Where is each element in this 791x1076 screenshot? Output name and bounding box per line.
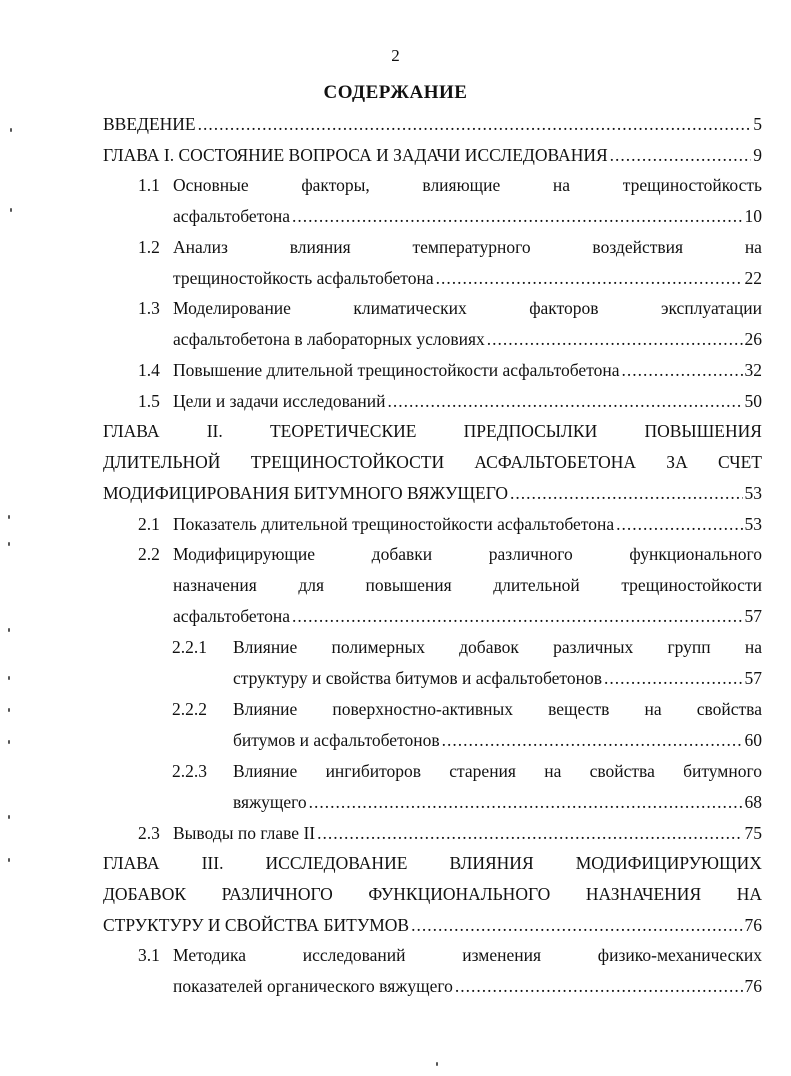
entry-word: ингибиторов	[325, 761, 422, 781]
entry-line	[233, 637, 762, 657]
section-number: 1.4	[138, 360, 160, 380]
entry-word: II.	[206, 421, 223, 441]
entry-word: на	[644, 699, 662, 719]
entry-word: свойства	[589, 761, 655, 781]
entry-word: полимерных	[331, 637, 425, 657]
entry-word: для	[298, 575, 325, 595]
entry-word: на	[744, 237, 762, 257]
leader-dots	[622, 360, 743, 380]
toc-entry[interactable]	[0, 761, 791, 823]
entry-word: влияющие	[422, 175, 501, 195]
scan-speck	[8, 858, 10, 862]
entry-title-text: Повышение длительной трещиностойкости асфальтобетона	[173, 360, 620, 380]
entry-word: исследований	[302, 945, 406, 965]
entry-line	[173, 237, 762, 257]
entry-word: НАЗНАЧЕНИЯ	[585, 884, 702, 904]
section-number: 2.2.1	[172, 637, 207, 657]
page-ref: 76	[744, 976, 762, 996]
entry-word: СЧЕТ	[717, 452, 762, 472]
entry-line	[173, 575, 762, 595]
entry-word: ПОВЫШЕНИЯ	[644, 421, 762, 441]
section-number: 3.1	[138, 945, 160, 965]
leader-dots	[455, 976, 743, 996]
entry-title-text: показателей органического вяжущего	[173, 976, 453, 996]
entry-last-line	[103, 145, 762, 165]
entry-last-line	[103, 483, 762, 503]
entry-word: воздействия	[592, 237, 684, 257]
entry-word: ТРЕЩИНОСТОЙКОСТИ	[250, 452, 445, 472]
entry-line	[103, 884, 762, 904]
entry-word: III.	[201, 853, 224, 873]
entry-word: добавок	[459, 637, 519, 657]
entry-last-line	[233, 792, 762, 812]
toc-entry[interactable]	[0, 114, 791, 145]
entry-title-text: Показатель длительной трещиностойкости асфальтобетона	[173, 514, 615, 534]
entry-title-text: асфальтобетона	[173, 606, 290, 626]
page-ref: 75	[744, 823, 762, 843]
entry-word: различного	[488, 544, 573, 564]
toc-entry[interactable]	[0, 823, 791, 854]
entry-title-text: СТРУКТУРУ И СВОЙСТВА БИТУМОВ	[103, 915, 410, 935]
leader-dots	[604, 668, 743, 688]
entry-line	[173, 945, 762, 965]
entry-word: климатических	[353, 298, 467, 318]
entry-word: Анализ	[173, 237, 228, 257]
scan-speck	[8, 515, 10, 519]
entry-title-text: асфальтобетона в лабораторных условиях	[173, 329, 485, 349]
entry-word: ТЕОРЕТИЧЕСКИЕ	[269, 421, 417, 441]
entry-last-line	[173, 329, 762, 349]
leader-dots	[610, 145, 752, 165]
entry-word: изменения	[462, 945, 542, 965]
page-ref: 9	[753, 145, 762, 165]
section-number: 2.1	[138, 514, 160, 534]
entry-word: Влияние	[233, 761, 298, 781]
section-number: 2.2.2	[172, 699, 207, 719]
entry-word: назначения	[173, 575, 257, 595]
entry-word: добавки	[371, 544, 433, 564]
entry-line	[103, 421, 762, 441]
entry-word: факторов	[529, 298, 599, 318]
entry-word: ДЛИТЕЛЬНОЙ	[103, 452, 221, 472]
leader-dots	[292, 206, 743, 226]
entry-last-line	[233, 730, 762, 750]
entry-line	[173, 298, 762, 318]
leader-dots	[616, 514, 742, 534]
toc-entry[interactable]	[0, 514, 791, 545]
page-ref: 5	[753, 114, 762, 134]
entry-word: Методика	[173, 945, 247, 965]
page-ref: 22	[744, 268, 762, 288]
page-ref: 26	[744, 329, 762, 349]
page-number: 2	[391, 46, 400, 65]
toc-title: СОДЕРЖАНИЕ	[323, 82, 468, 103]
entry-word: ИССЛЕДОВАНИЕ	[265, 853, 408, 873]
entry-line	[103, 452, 762, 472]
toc-entry[interactable]	[0, 421, 791, 514]
entry-word: ГЛАВА	[103, 853, 160, 873]
entry-line	[233, 699, 762, 719]
entry-last-line	[173, 391, 762, 411]
page-ref: 68	[744, 792, 762, 812]
toc-entry[interactable]	[0, 544, 791, 637]
entry-word: ФУНКЦИОНАЛЬНОГО	[368, 884, 551, 904]
entry-last-line	[103, 915, 762, 935]
entry-word: влияния	[289, 237, 351, 257]
entry-last-line	[173, 976, 762, 996]
entry-title-text: битумов и асфальтобетонов	[233, 730, 440, 750]
entry-title-text: Выводы по главе II	[173, 823, 316, 843]
entry-word: физико-механических	[597, 945, 762, 965]
scan-speck	[10, 208, 12, 212]
entry-last-line	[103, 114, 762, 134]
scan-speck	[8, 740, 10, 744]
entry-line	[173, 544, 762, 564]
page-ref: 50	[744, 391, 762, 411]
entry-title-text: МОДИФИЦИРОВАНИЯ БИТУМНОГО ВЯЖУЩЕГО	[103, 483, 509, 503]
leader-dots	[309, 792, 743, 812]
toc-entry[interactable]	[0, 945, 791, 1007]
entry-word: на	[544, 761, 562, 781]
entry-title-text: структуру и свойства битумов и асфальтобетонов	[233, 668, 602, 688]
entry-word: факторы,	[301, 175, 370, 195]
entry-title-text: ГЛАВА I. СОСТОЯНИЕ ВОПРОСА И ЗАДАЧИ ИССЛЕДОВАНИЯ	[103, 145, 608, 165]
leader-dots	[442, 730, 743, 750]
entry-title-text: Цели и задачи исследований	[173, 391, 386, 411]
scan-speck	[8, 628, 10, 632]
section-number: 1.5	[138, 391, 160, 411]
leader-dots	[198, 114, 752, 134]
entry-last-line	[173, 823, 762, 843]
entry-line	[233, 761, 762, 781]
entry-title-text: трещиностойкость асфальтобетона	[173, 268, 434, 288]
leader-dots	[436, 268, 743, 288]
scan-speck	[8, 542, 10, 546]
entry-word: АСФАЛЬТОБЕТОНА	[474, 452, 637, 472]
toc-entry[interactable]	[0, 637, 791, 699]
entry-word: трещиностойкость	[622, 175, 762, 195]
entry-last-line	[233, 668, 762, 688]
entry-word: на	[744, 637, 762, 657]
entry-word: свойства	[696, 699, 762, 719]
entry-word: НА	[736, 884, 762, 904]
leader-dots	[388, 391, 743, 411]
entry-word: ВЛИЯНИЯ	[449, 853, 534, 873]
entry-last-line	[173, 606, 762, 626]
entry-word: ГЛАВА	[103, 421, 160, 441]
entry-word: длительной	[493, 575, 580, 595]
section-number: 1.3	[138, 298, 160, 318]
entry-last-line	[173, 360, 762, 380]
page-ref: 57	[744, 606, 762, 626]
entry-word: Основные	[173, 175, 249, 195]
leader-dots	[487, 329, 743, 349]
entry-word: МОДИФИЦИРУЮЩИХ	[575, 853, 762, 873]
entry-last-line	[173, 206, 762, 226]
leader-dots	[510, 483, 742, 503]
section-number: 1.1	[138, 175, 160, 195]
toc-entry[interactable]	[0, 699, 791, 761]
section-number: 2.2	[138, 544, 160, 564]
entry-word: Модифицирующие	[173, 544, 316, 564]
page-ref: 60	[744, 730, 762, 750]
entry-title-text: асфальтобетона	[173, 206, 290, 226]
toc-entry[interactable]	[0, 175, 791, 237]
section-number: 2.3	[138, 823, 160, 843]
entry-word: РАЗЛИЧНОГО	[221, 884, 333, 904]
entry-word: температурного	[412, 237, 531, 257]
section-number: 1.2	[138, 237, 160, 257]
section-number: 2.2.3	[172, 761, 207, 781]
entry-word: функционального	[629, 544, 762, 564]
entry-word: ЗА	[666, 452, 688, 472]
leader-dots	[411, 915, 742, 935]
toc-entry[interactable]	[0, 237, 791, 299]
toc-entry[interactable]	[0, 145, 791, 176]
entry-word: групп	[667, 637, 711, 657]
page-ref: 53	[744, 514, 762, 534]
page-ref: 76	[744, 915, 762, 935]
entry-last-line	[173, 514, 762, 534]
entry-word: повышения	[365, 575, 452, 595]
entry-word: старения	[449, 761, 516, 781]
entry-word: поверхностно-активных	[332, 699, 514, 719]
page-ref: 57	[744, 668, 762, 688]
entry-line	[173, 175, 762, 195]
entry-word: ПРЕДПОСЫЛКИ	[463, 421, 598, 441]
entry-word: битумного	[683, 761, 762, 781]
leader-dots	[292, 606, 743, 626]
scan-speck	[8, 676, 10, 680]
entry-line	[103, 853, 762, 873]
entry-word: эксплуатации	[660, 298, 762, 318]
toc-entry[interactable]	[0, 298, 791, 360]
scan-speck	[436, 1062, 438, 1066]
entry-word: различных	[553, 637, 634, 657]
entry-title-text: вяжущего	[233, 792, 307, 812]
entry-word: веществ	[548, 699, 610, 719]
leader-dots	[317, 823, 742, 843]
entry-word: ДОБАВОК	[103, 884, 187, 904]
toc-entry[interactable]	[0, 853, 791, 946]
scan-speck	[8, 815, 10, 819]
entry-last-line	[173, 268, 762, 288]
entry-word: на	[552, 175, 571, 195]
page-ref: 32	[744, 360, 762, 380]
toc-entry[interactable]	[0, 391, 791, 422]
entry-word: трещиностойкости	[621, 575, 762, 595]
scan-speck	[10, 128, 12, 132]
page-ref: 10	[744, 206, 762, 226]
entry-word: Влияние	[233, 699, 298, 719]
page-ref: 53	[744, 483, 762, 503]
scan-speck	[8, 708, 10, 712]
entry-word: Моделирование	[173, 298, 291, 318]
toc-entry[interactable]	[0, 360, 791, 391]
entry-title-text: ВВЕДЕНИЕ	[103, 114, 196, 134]
entry-word: Влияние	[233, 637, 298, 657]
